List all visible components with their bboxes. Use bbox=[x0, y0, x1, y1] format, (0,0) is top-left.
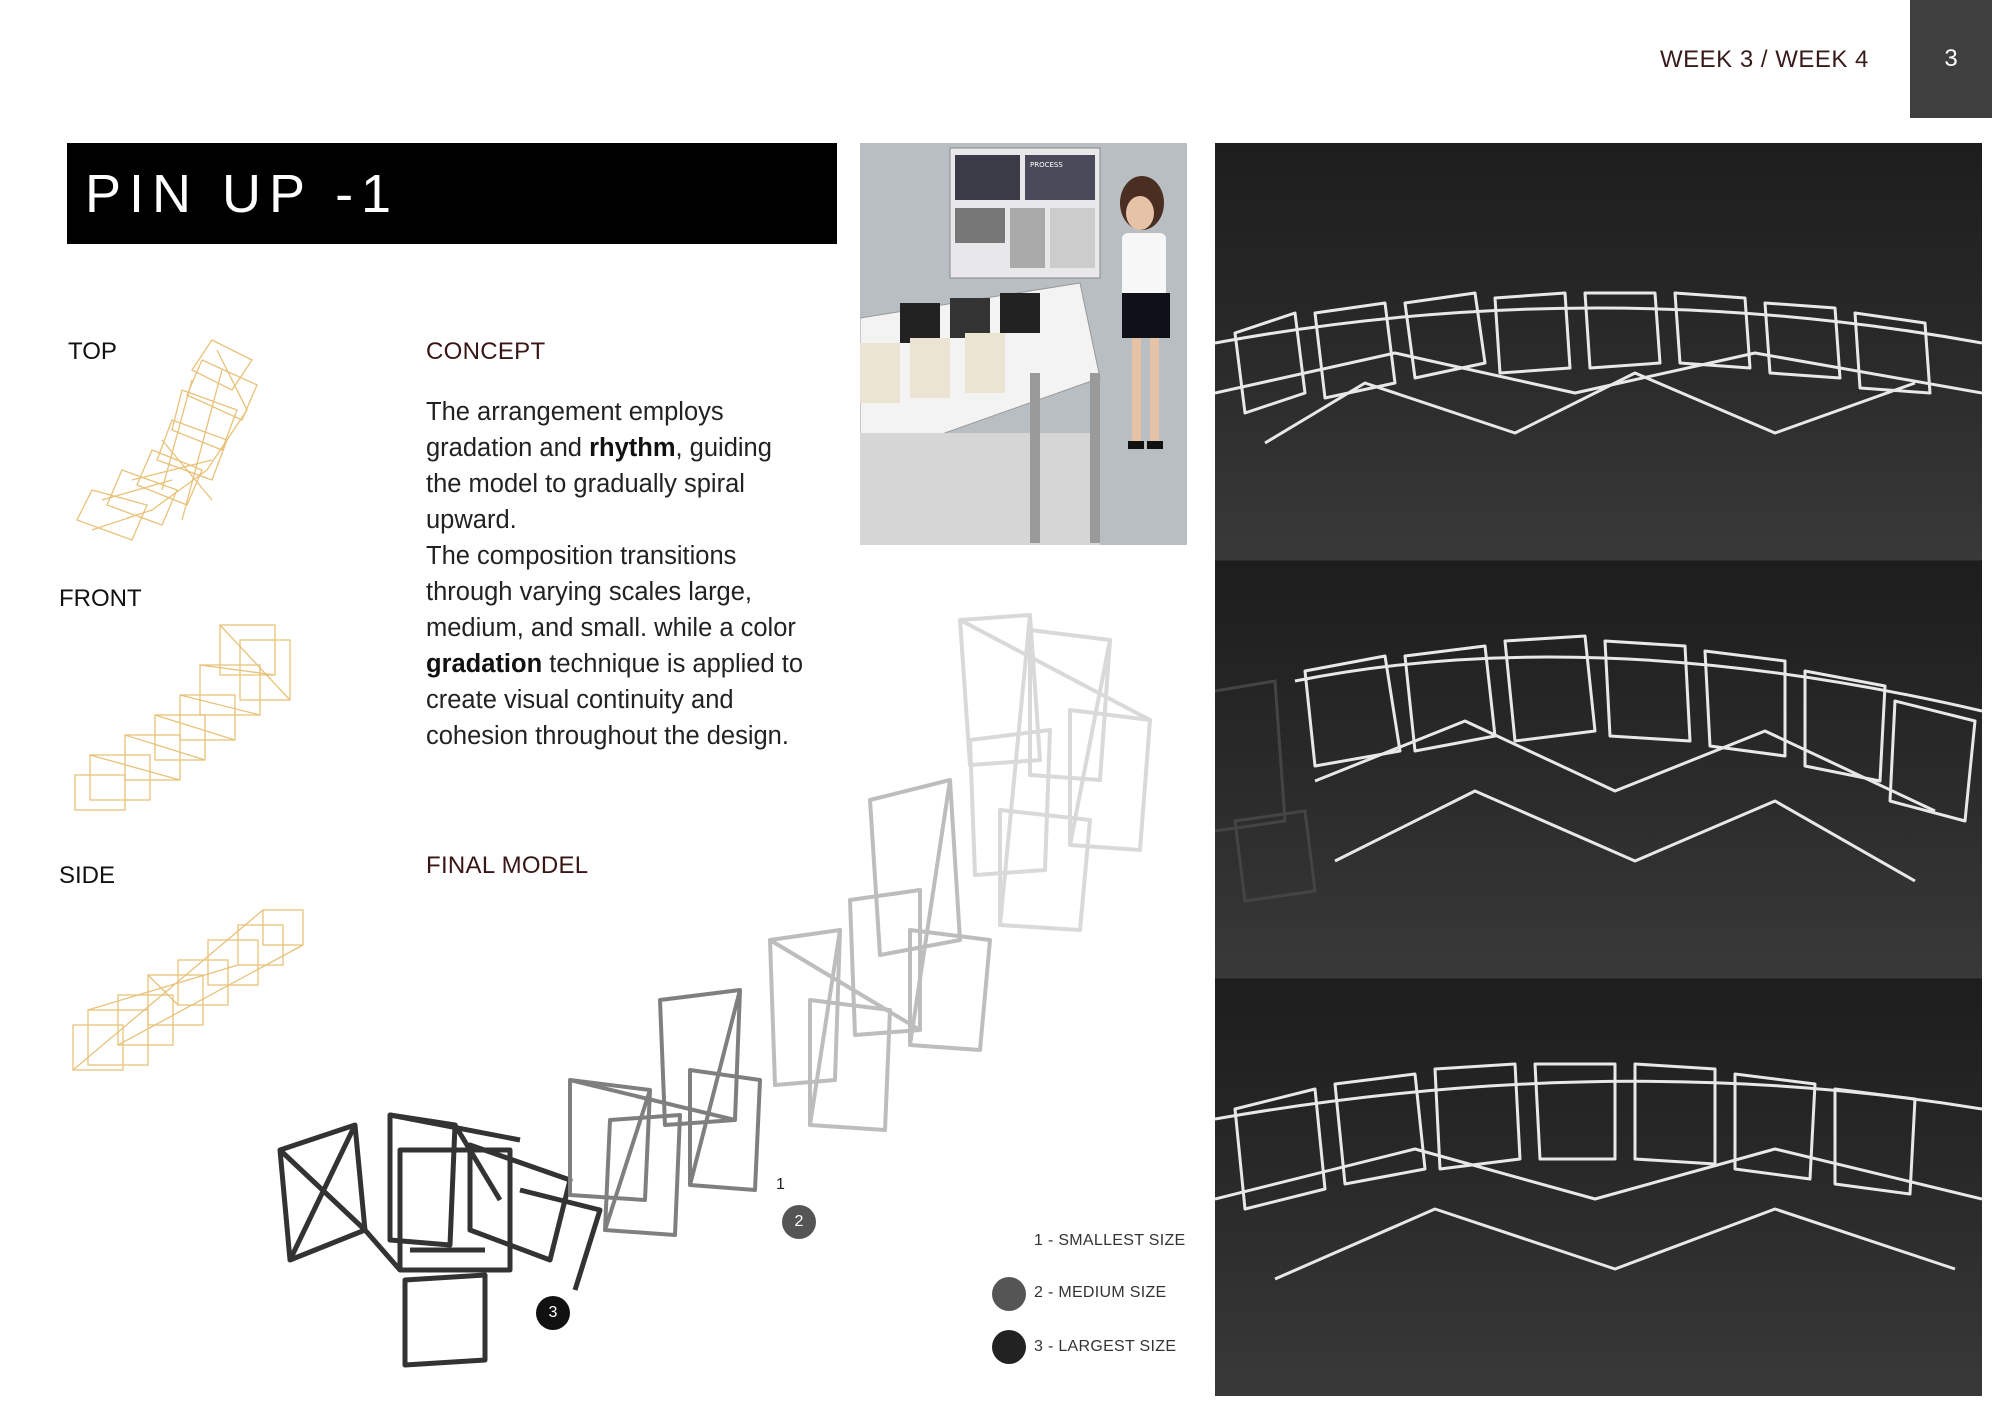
marker-2: 2 bbox=[782, 1205, 816, 1239]
legend-smallest: 1 - SMALLEST SIZE bbox=[1034, 1232, 1186, 1249]
concept-p2-end: technique is applied to create visual continuity and cohesion throughout the design. bbox=[426, 650, 804, 750]
concept-p1-start: The arrangement employs gradation and bbox=[426, 398, 724, 462]
view-label-top: TOP bbox=[68, 338, 117, 365]
model-photo-1-illustration bbox=[1215, 143, 1982, 560]
marker-3: 3 bbox=[536, 1296, 570, 1330]
week-label: WEEK 3 / WEEK 4 bbox=[1660, 46, 1869, 73]
pinup-photo-illustration bbox=[860, 143, 1187, 545]
page-number: 3 bbox=[1910, 0, 1992, 118]
model-photo-1 bbox=[1215, 143, 1982, 560]
view-label-front: FRONT bbox=[59, 585, 142, 612]
model-photo-2-illustration bbox=[1215, 561, 1982, 978]
board-title: PROCESS bbox=[1030, 161, 1063, 169]
model-photo-3 bbox=[1215, 979, 1982, 1396]
pinup-photo bbox=[860, 143, 1187, 545]
concept-p1-end: , guiding the model to gradually spiral upward. bbox=[426, 434, 772, 534]
page-title: PIN UP -1 bbox=[67, 143, 837, 244]
concept-p2-start: The composition transitions through varying scales large, medium, and small. while a color bbox=[426, 542, 796, 642]
legend-dot-smallest bbox=[992, 1226, 1026, 1260]
model-photo-2 bbox=[1215, 561, 1982, 978]
legend-largest: 3 - LARGEST SIZE bbox=[1034, 1338, 1177, 1355]
concept-p1-bold: rhythm bbox=[589, 434, 676, 462]
view-label-side: SIDE bbox=[59, 862, 116, 889]
legend-dot-medium bbox=[992, 1277, 1026, 1311]
top-view-drawing bbox=[62, 330, 282, 550]
marker-1: 1 bbox=[776, 1176, 785, 1193]
final-model-heading: FINAL MODEL bbox=[426, 852, 589, 879]
model-photo-strip bbox=[1215, 143, 1982, 1396]
final-model-drawing bbox=[270, 610, 1190, 1380]
concept-p2-bold: gradation bbox=[426, 650, 543, 678]
legend-dot-largest bbox=[992, 1330, 1026, 1364]
concept-heading: CONCEPT bbox=[426, 338, 546, 365]
model-photo-3-illustration bbox=[1215, 979, 1982, 1396]
legend-medium: 2 - MEDIUM SIZE bbox=[1034, 1284, 1167, 1301]
